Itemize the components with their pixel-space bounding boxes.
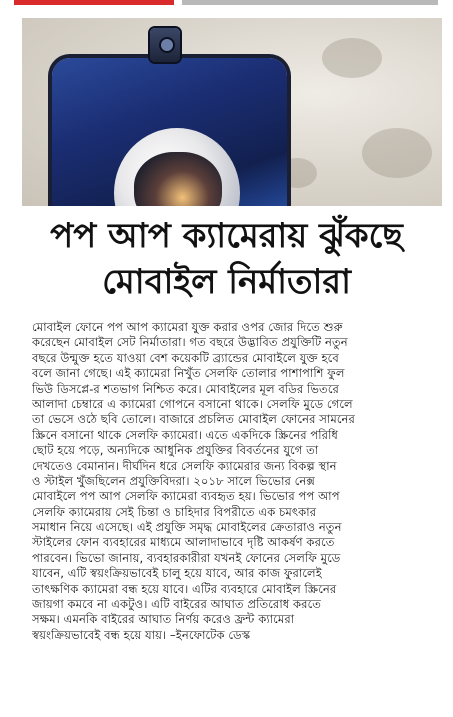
body-line: স্বয়ংক্রিয়ভাবেই বন্ধ হয়ে যায়। –ইনফোটেক ডেস্ক (32, 627, 251, 642)
body-line: ও স্টাইল খুঁজছিলেন প্রযুক্তিবিদরা। ২০১৮ সালে ভিভোর নেক্স (32, 473, 315, 488)
top-accent-rule (14, 0, 174, 5)
body-line: স্টাইলের ফোন ব্যবহারের মাধ্যমে আলাদাভাবে দৃষ্টি আকর্ষণ করতে (32, 535, 335, 550)
moon-crater (322, 38, 382, 78)
popup-camera-icon (150, 28, 180, 62)
body-line: জায়গা কমবে না একটুও। এটি বাইরের আঘাত প্রতিরোধ করতে (32, 597, 322, 612)
body-line: তা ভেসে ওঠে ছবি তোলে। বাজারে প্রচলিত মোবাইল ফোনের সামনের (32, 412, 355, 427)
body-line: সক্ষম। এমনকি বাইরের আঘাত নির্ণয় করেও ফ্রন্ট ক্যামেরা (32, 612, 295, 627)
body-line: করেছেন মোবাইল সেট নির্মাতারা। গত বছরে উদ্ভাবিত প্রযুক্তিটি নতুন (32, 335, 348, 350)
phone-body (52, 58, 287, 206)
article-photo (22, 18, 442, 206)
body-line: যাবেন, এটি স্বয়ংক্রিয়ভাবেই চালু হয়ে যাবে, আর কাজ ফুরালেই (32, 566, 322, 581)
headline-line-1: পপ আপ ক্যামেরায় ঝুঁকছে (50, 216, 403, 256)
body-line: পারবেন। ভিভো জানায়, ব্যবহারকারীরা যখনই ফোনের সেলফি মুডে (32, 550, 341, 565)
body-line: দেখতেও বেমানান। দীর্ঘদিন ধরে সেলফি ক্যামেরার জন্য বিকল্প স্থান (32, 458, 337, 473)
top-gray-rule (182, 0, 438, 5)
body-line: বলে জানা গেছে। এই ক্যামেরা নিখুঁত সেলফি তোলার পাশাপাশি ফুল (32, 366, 345, 381)
body-line: আলাদা চেম্বারে এ ক্যামেরা গোপনে বসানো থাকে। সেলফি মুডে গেলে (32, 396, 353, 411)
body-line: মোবাইল ফোনে পপ আপ ক্যামেরা যুক্ত করার ওপর জোর দিতে শুরু (32, 320, 343, 334)
body-line: সমাধান নিয়ে এসেছে। এই প্রযুক্তি সমৃদ্ধ মোবাইলের ক্রেতারাও নতুন (32, 520, 342, 535)
body-line: স্ক্রিনে বসানো থাকে সেলফি ক্যামেরা। এতে একদিকে স্ক্রিনের পরিধি (32, 427, 338, 442)
body-line: তাৎক্ষণিক ক্যামেরা বন্ধ হয়ে যাবে। এটির ব্যবহারে মোবাইল স্ক্রিনের (32, 581, 337, 596)
body-line: ভিউ ডিসপ্লে-র শতভাগ নিশ্চিত করে। মোবাইলের মূল বডির ভিতরে (32, 381, 339, 396)
moon-crater (362, 128, 432, 178)
article-body (32, 320, 430, 643)
astronaut-visor (134, 152, 222, 206)
body-line: সেলফি ক্যামেরায় সেই চিন্তা ও চাহিদার বিপরীতে এক চমৎকার (32, 504, 317, 519)
body-line: মোবাইলে পপ আপ সেলফি ক্যামেরা ব্যবহৃত হয়। ভিভোর পপ আপ (32, 489, 340, 504)
body-line: ছোট হয়ে পড়ে, অন্যদিকে আধুনিক প্রযুক্তির বিবর্তনের যুগে তা (32, 443, 319, 458)
camera-lens (159, 37, 175, 53)
body-line: বছরে উন্মুক্ত হতে যাওয়া বেশ কয়েকটি ব্র্যান্ডের মোবাইলে যুক্ত হবে (32, 350, 339, 365)
headline-line-2: মোবাইল নির্মাতারা (102, 262, 351, 302)
